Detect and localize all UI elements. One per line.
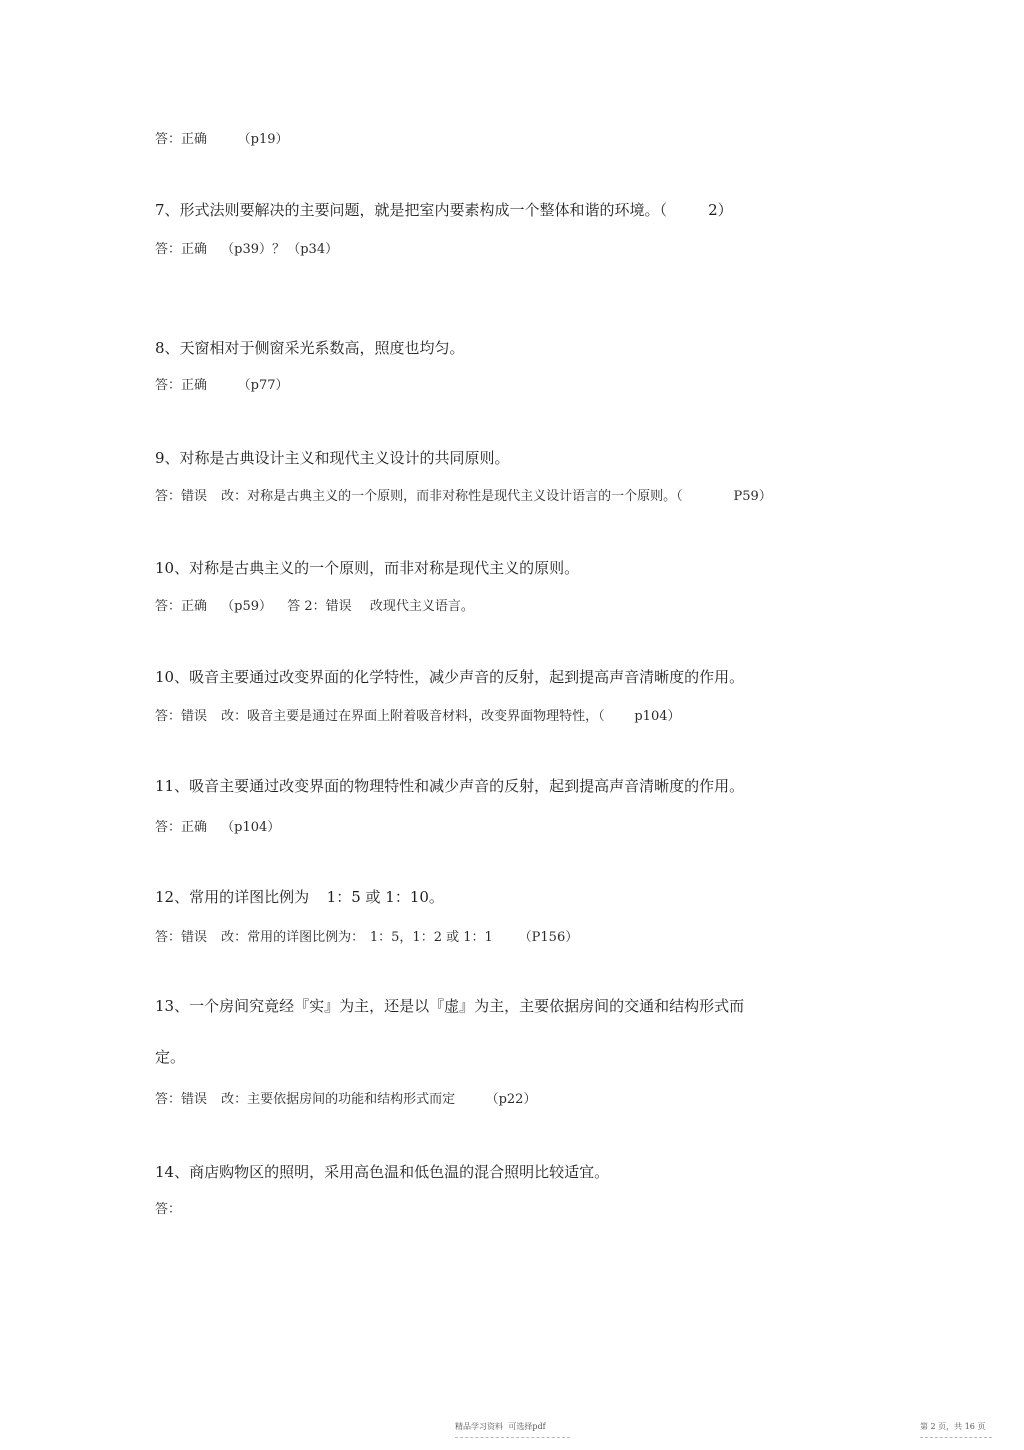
answer-line: 答：错误 改：对称是古典主义的一个原则，而非对称性是现代主义设计语言的一个原则。（ P59） <box>155 489 772 504</box>
answer-line: 答：错误 改：吸音主要是通过在界面上附着吸音材料，改变界面物理特性，（ p104） <box>155 709 681 724</box>
answer-line: 答：错误 改：主要依据房间的功能和结构形式而定 （p22） <box>155 1092 537 1107</box>
question-line: 7、形式法则要解决的主要问题，就是把室内要素构成一个整体和谐的环境。（ 2） <box>155 201 733 219</box>
question-line: 定。 <box>155 1048 186 1066</box>
answer-line: 答：正确 （p77） <box>155 378 289 393</box>
answer-line: 答： <box>155 1202 182 1217</box>
question-line: 8、天窗相对于侧窗采光系数高，照度也均匀。 <box>155 339 465 357</box>
question-line: 10、对称是古典主义的一个原则，而非对称是现代主义的原则。 <box>155 559 580 577</box>
question-line: 14、商店购物区的照明，采用高色温和低色温的混合照明比较适宜。 <box>155 1163 610 1181</box>
answer-line: 答：正确 （p39）？ （p34） <box>155 242 339 257</box>
answer-line: 答：正确 （p19） <box>155 132 289 147</box>
footer-watermark-text: 精品学习资料 可选择pdf <box>455 1422 546 1431</box>
page-number: 第 2 页，共 16 页 <box>920 1422 986 1431</box>
question-line: 12、常用的详图比例为 1：5 或 1：10。 <box>155 888 444 906</box>
answer-line: 答：正确 （p59） 答 2：错误 改现代主义语言。 <box>155 599 474 614</box>
question-line: 11、吸音主要通过改变界面的物理特性和减少声音的反射，起到提高声音清晰度的作用。 <box>155 777 745 795</box>
question-line: 10、吸音主要通过改变界面的化学特性，减少声音的反射，起到提高声音清晰度的作用。 <box>155 668 745 686</box>
answer-line: 答：正确 （p104） <box>155 820 281 835</box>
footer-divider <box>920 1437 992 1438</box>
footer-divider <box>455 1437 570 1438</box>
question-line: 13、一个房间究竟经『实』为主，还是以『虚』为主，主要依据房间的交通和结构形式而 <box>155 997 745 1015</box>
question-line: 9、对称是古典设计主义和现代主义设计的共同原则。 <box>155 449 510 467</box>
answer-line: 答：错误 改：常用的详图比例为： 1：5，1：2 或 1：1 （P156） <box>155 930 579 945</box>
